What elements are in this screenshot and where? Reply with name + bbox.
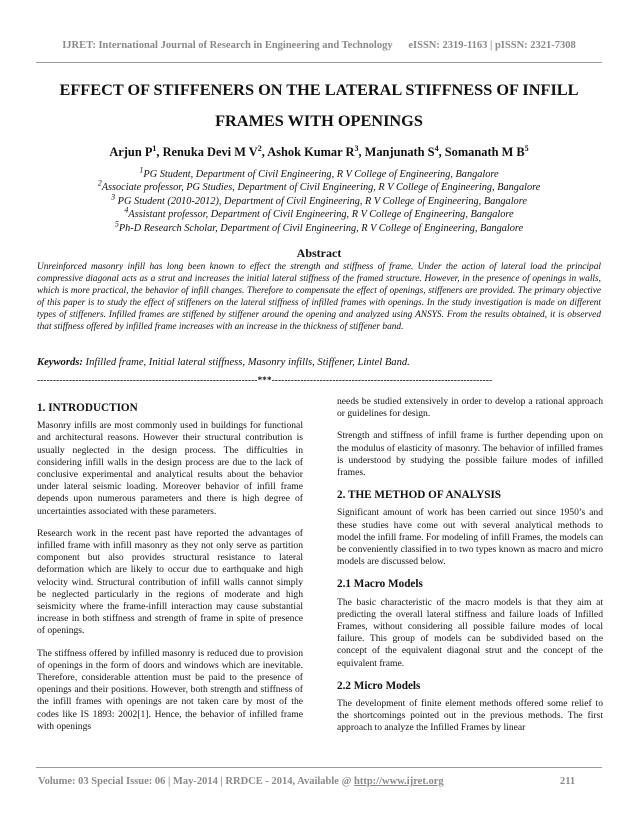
- section-heading-introduction: 1. INTRODUCTION: [37, 402, 138, 414]
- abstract-text: Unreinforced masonry infill has long been known to effect the strength and stiffness of frame. Under the action of lateral load the principal compressive diagonal acts as a strut and increases the initial lateral stiffness of the framed structure. However, in the presence of openings in walls, which is more practical, the behavior of infill changes. Therefore to compensate the effect of openings, stiffeners are provided. The primary objective of this paper is to study the effect of stiffeners on the lateral stiffness of infilled frames with openings. In the study investigation is made on different types of stiffeners. Infilled frames are stiffened by stiffener around the opening and analyzed using ANSYS. From the results obtained, it is observed that stiffness offered by infilled frame increases with an increase in the thickness of stiffener band.: [37, 262, 601, 333]
- paragraph: Research work in the recent past have reported the advantages of infilled frame with infill masonry as they not only serve as partition component but also provides structural resistance to lateral deformation which are likely to occur due to earthquake and high velocity wind. Structural contribution of infill walls cannot simply be neglected particularly in the regions of moderate and high seismicity where the frame-infill interaction may cause substantial increase in both stiffness and strength of frame in spite of presence of openings.: [37, 527, 303, 637]
- paragraph: The development of finite element methods offered some relief to the shortcomings pointed out in the previous methods. The first approach to analyze the Infilled Frames by linear: [337, 698, 603, 734]
- subsection-heading-macro: 2.1 Macro Models: [337, 578, 423, 591]
- affiliation: $^1$PG Student, Department of Civil Engineering, R V College of Engineering, Bangalore: [139, 165, 499, 180]
- paragraph: Strength and stiffness of infill frame is further depending upon on the modulus of elasticity of masonry. The behavior of infilled frames is understood by studying the possible failure modes of infilled frames.: [337, 430, 603, 479]
- paragraph: Significant amount of work has been carried out since 1950’s and these studies have come out with several analytical methods to model the infill frame. For modeling of infill Frames, the models can be conveniently classified in to two types known as macro and micro models are discussed below.: [337, 507, 603, 568]
- right-column: [337, 396, 603, 745]
- paragraph: The stiffness offered by infilled masonry is reduced due to provision of openings in the form of doors and windows which are inevitable. Therefore, considerable attention must be paid to the presence of openings and their positions. However, both strength and stiffness of the infill frames with openings are not taken care by most of the codes like IS 1893: 2002[1]. Hence, the behavior of infilled frame with openings: [37, 647, 303, 732]
- paper-title: [36, 74, 602, 136]
- affiliation: $^2$Associate professor, PG Studies, Department of Civil Engineering, R V College of Engineering, Bangalore: [97, 178, 541, 194]
- subsection-heading-micro: 2.2 Micro Models: [337, 679, 421, 692]
- paragraph: Masonry infills are most commonly used in buildings for functional and architectural reasons. However their structural contribution is usually neglected in the design process. The difficulties in considering infill walls in the design process are due to the lack of conclusive experimental and analytical results about the behavior under lateral seismic loading. Moreover behavior of infill frame depends upon numerous parameters and there is high degree of uncertainties associated with these parameters.: [37, 420, 303, 517]
- journal-name: IJRET: International Journal of Research in Engineering and Technology: [62, 40, 393, 51]
- author: Somanath M $B^5$: [444, 143, 529, 159]
- journal-link[interactable]: http://www.ijret.org: [353, 776, 444, 787]
- keywords-text: Infilled frame, Initial lateral stiffness, Masonry infills, Stiffener, Lintel Band.: [82, 357, 410, 368]
- footer-rule: [36, 767, 602, 768]
- title-line-1: EFFECT OF STIFFENERS ON THE LATERAL STIFFNESS OF INFILL: [59, 80, 579, 99]
- section-separator: ---------------------------------------------------------------------***---------------------------------------------------------------------: [37, 375, 493, 385]
- header-rule: [36, 62, 602, 63]
- affiliation: $^5$Ph-D Research Scholar, Department of Civil Engineering, R V College of Engineering, Bangalore: [114, 219, 524, 234]
- footer-text: Volume: 03 Special Issue: 06 | May-2014 | RRDCE - 2014, Available @: [38, 776, 354, 787]
- title-line-2: FRAMES WITH OPENINGS: [215, 111, 423, 130]
- keywords: [37, 357, 601, 368]
- paragraph: The basic characteristic of the macro models is that they aim at predicting the overall lateral stiffness and failure loads of Infilled Frames, without considering all possible failure modes of local failure. This group of models can be subdivided based on the concept of the equivalent diagonal strut and the concept of the equivalent frame.: [337, 596, 603, 669]
- affiliation: $^4$Assistant professor, Department of Civil Engineering, R V College of Engineering, Bangalore: [124, 205, 514, 221]
- author: Manjunath $S^4$,: [364, 143, 445, 159]
- affiliation-list: [36, 165, 602, 235]
- abstract-heading: Abstract: [296, 246, 342, 260]
- author-list: [36, 145, 602, 160]
- page-number: 211: [560, 776, 576, 787]
- section-heading-method: 2. THE METHOD OF ANALYSIS: [337, 489, 502, 502]
- affiliation: $^3$ PG Student (2010-2012), Department of Civil Engineering, R V College of Engineering, Bangalore: [111, 192, 527, 207]
- author: Ashok Kumar $R^3$,: [267, 143, 365, 159]
- running-header: [38, 40, 600, 51]
- author: Arjun $P^1$,: [109, 143, 163, 159]
- author: Renuka Devi M $V^2$,: [162, 143, 268, 159]
- journal-issn: eISSN: 2319-1163 | pISSN: 2321-7308: [408, 40, 576, 51]
- running-footer: [38, 776, 558, 787]
- keywords-label: Keywords:: [37, 357, 83, 368]
- left-column: [37, 396, 303, 743]
- paragraph: needs be studied extensively in order to develop a rational approach or guidelines for design.: [337, 396, 603, 420]
